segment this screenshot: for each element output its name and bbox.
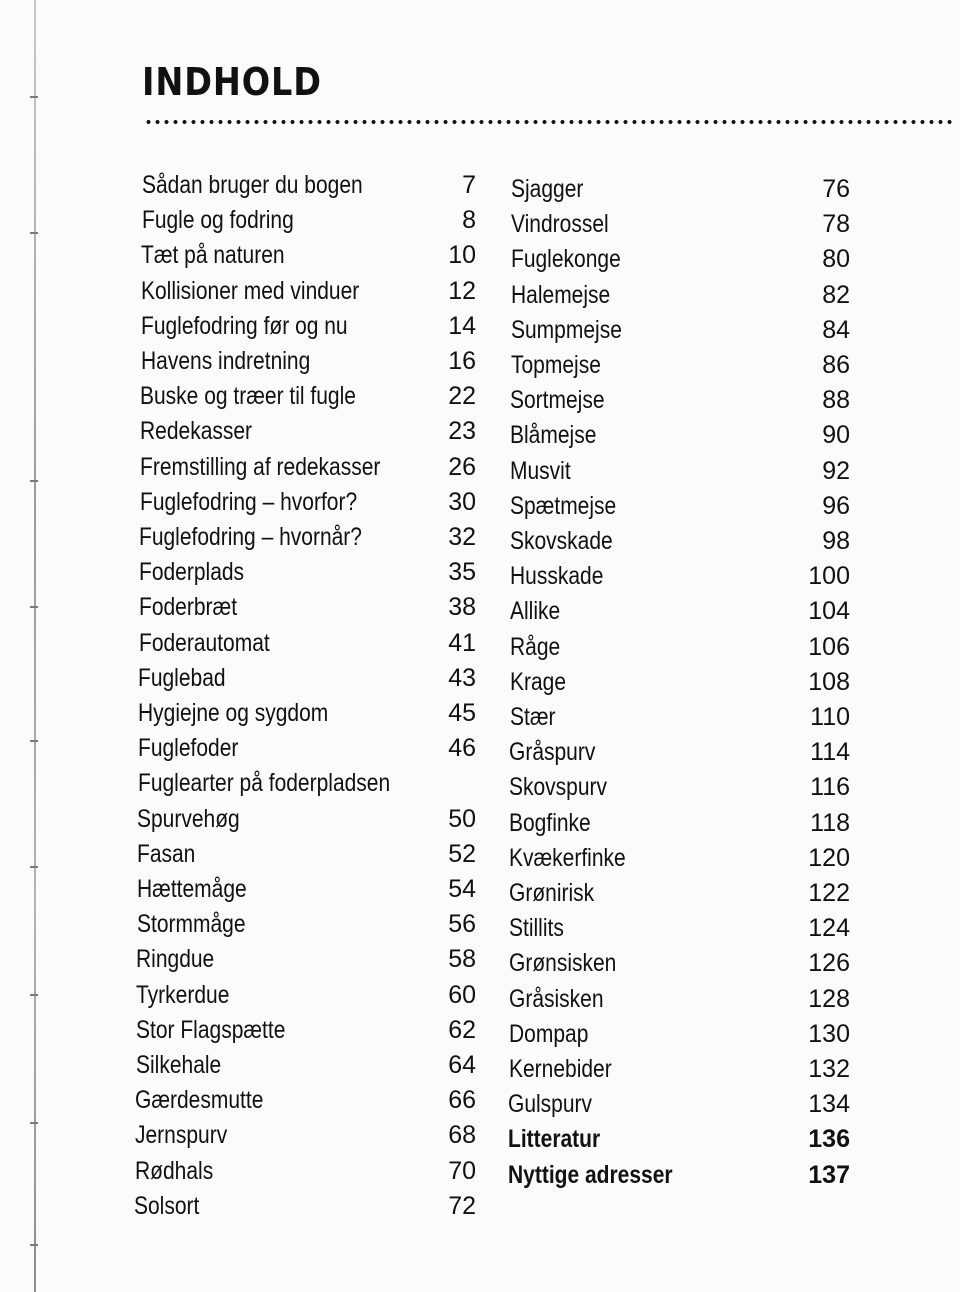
toc-entry-page-number: 114	[810, 738, 850, 767]
toc-entry-page-number: 84	[822, 315, 850, 344]
toc-entry-title: Topmejse	[510, 351, 601, 379]
toc-entry-title: Foderbræt	[138, 593, 237, 622]
toc-entry-title: Ringdue	[136, 945, 215, 974]
toc-entry-title: Foderautomat	[138, 628, 270, 657]
toc-entry-title: Fuglefodring – hvornår?	[139, 523, 363, 551]
toc-entry-title: Blåmejse	[510, 421, 597, 450]
toc-entry-title: Sumpmejse	[510, 315, 622, 344]
toc-entry-page-number: 110	[810, 703, 850, 731]
toc-entry-page-number: 43	[448, 663, 476, 692]
toc-entry-page-number: 46	[448, 734, 476, 763]
toc-entry-title: Sortmejse	[510, 386, 605, 415]
toc-entry-title: Fremstilling af redekasser	[139, 452, 381, 481]
toc-entry-page-number: 104	[808, 597, 850, 626]
toc-entry-page-number: 130	[808, 1019, 850, 1048]
toc-entry-page-number: 12	[448, 276, 476, 305]
toc-entry-page-number: 124	[808, 914, 850, 943]
toc-entry-page-number: 120	[808, 843, 850, 872]
toc-entry-page-number: 38	[448, 593, 476, 622]
toc-entry-title: Kollisioner med vinduer	[141, 276, 360, 305]
toc-entry-page-number: 58	[448, 945, 476, 974]
toc-entry-title: Skovspurv	[509, 773, 608, 802]
toc-entry-page-number: 100	[808, 562, 850, 591]
toc-entry-title: Litteratur	[508, 1125, 601, 1154]
toc-entry-title: Havens indretning	[140, 347, 310, 375]
toc-entry-title: Foderplads	[139, 558, 245, 587]
toc-entry-page-number: 45	[448, 699, 476, 727]
toc-entry-page-number: 82	[822, 280, 850, 309]
spine-mark	[30, 232, 38, 234]
toc-entry-page-number: 98	[822, 527, 850, 555]
toc-entry-title: Gråspurv	[509, 738, 596, 767]
toc-entry-page-number: 60	[448, 980, 476, 1009]
toc-entry-title: Bogfinke	[509, 808, 591, 837]
toc-entry-title: Grønsisken	[508, 949, 617, 978]
toc-entry-title: Halemejse	[510, 280, 610, 309]
toc-entry-page-number: 22	[448, 382, 476, 411]
toc-entry-page-number: 134	[808, 1090, 850, 1119]
toc-entry-page-number: 128	[808, 984, 850, 1013]
toc-entry-page-number: 8	[462, 206, 476, 235]
toc-entry-page-number: 26	[448, 452, 476, 481]
toc-entry-page-number: 54	[448, 875, 476, 903]
toc-entry-title: Skovskade	[510, 527, 613, 555]
toc-entry-title: Dompap	[508, 1019, 588, 1048]
toc-entry-page-number: 76	[822, 175, 850, 203]
spine-mark	[30, 606, 38, 608]
toc-entry-page-number: 10	[448, 241, 476, 270]
toc-entry-page-number: 35	[448, 558, 476, 587]
toc-entry-title: Fuglefoder	[137, 734, 239, 763]
spine-mark	[30, 1122, 38, 1124]
toc-entry-title: Krage	[509, 667, 566, 696]
toc-entry-page-number: 68	[448, 1121, 476, 1150]
toc-entry-title: Stær	[509, 703, 556, 731]
toc-entry-page-number: 52	[448, 839, 476, 868]
toc-entry-page-number: 126	[808, 949, 850, 978]
toc-entry-title: Kernebider	[508, 1055, 612, 1083]
toc-entry-title: Sådan bruger du bogen	[142, 171, 363, 199]
toc-entry-page-number: 88	[822, 386, 850, 415]
toc-entry-page-number: 16	[448, 347, 476, 375]
toc-entry-title: Fuglefodring før og nu	[140, 311, 348, 340]
toc-entry-page-number: 30	[448, 487, 476, 516]
toc-entry-title: Fuglebad	[138, 663, 226, 692]
toc-entry-title: Tyrkerdue	[136, 980, 230, 1009]
toc-entry-title: Råge	[509, 632, 560, 661]
toc-entry-title: Vindrossel	[510, 210, 609, 239]
toc-entry-page-number: 122	[808, 879, 850, 907]
toc-entry-title: Kvækerfinke	[509, 843, 626, 872]
toc-entry-page-number: 106	[808, 632, 850, 661]
toc-entry-title: Allike	[509, 597, 560, 626]
spine-mark	[30, 994, 38, 996]
toc-entry-page-number: 118	[810, 808, 850, 837]
toc-entry-page-number: 64	[448, 1051, 476, 1079]
toc-entry-title: Spætmejse	[510, 491, 617, 520]
toc-entry-page-number: 56	[448, 910, 476, 939]
toc-entry-title: Solsort	[134, 1191, 200, 1220]
toc-entry-title: Buske og træer til fugle	[140, 382, 357, 411]
toc-entry-title: Tæt på naturen	[141, 241, 286, 270]
toc-entry-title: Fuglefodring – hvorfor?	[139, 487, 357, 516]
toc-entry-title: Gulspurv	[508, 1090, 593, 1119]
toc-entry-page-number: 32	[448, 523, 476, 551]
toc-entry-title: Fuglearter på foderpladsen	[137, 769, 390, 798]
toc-entry-title: Sjagger	[511, 175, 584, 203]
toc-entry-page-number: 50	[448, 804, 476, 833]
toc-entry-title: Redekasser	[140, 417, 253, 446]
toc-entry-page-number: 116	[810, 773, 850, 802]
toc-entry-page-number: 23	[448, 417, 476, 446]
toc-entry-page-number: 14	[448, 311, 476, 340]
toc-entry-page-number: 90	[822, 421, 850, 450]
toc-entry-title: Fasan	[137, 839, 196, 868]
toc-entry-title: Nyttige adresser	[508, 1160, 673, 1189]
spine-mark	[30, 96, 38, 98]
toc-entry-page-number: 132	[808, 1055, 850, 1083]
toc-entry-title: Silkehale	[135, 1051, 221, 1079]
title-dotted-rule	[144, 118, 956, 126]
toc-entry-title: Hættemåge	[136, 875, 247, 903]
toc-entry-page-number: 108	[808, 667, 850, 696]
toc-entry-title: Hygiejne og sygdom	[138, 699, 329, 727]
toc-entry-title: Grønirisk	[509, 879, 595, 907]
toc-entry-page-number: 86	[822, 351, 850, 379]
toc-entry-title: Fuglekonge	[510, 245, 621, 274]
toc-entry-page-number: 70	[448, 1156, 476, 1185]
toc-entry-page-number: 62	[448, 1015, 476, 1044]
toc-entry-title: Spurvehøg	[137, 804, 241, 833]
toc-entry-title: Stor Flagspætte	[135, 1015, 286, 1044]
toc-entry-title: Gærdesmutte	[135, 1086, 264, 1115]
toc-entry-page-number: 72	[448, 1191, 476, 1220]
page-title: INDHOLD	[142, 60, 322, 104]
toc-entry-page-number: 137	[808, 1160, 850, 1189]
spine-mark	[30, 480, 38, 482]
toc-entry-page-number: 80	[822, 245, 850, 274]
toc-entry-title: Jernspurv	[134, 1121, 228, 1150]
toc-entry-title: Musvit	[510, 456, 571, 485]
toc-entry-page-number: 136	[808, 1125, 850, 1154]
toc-entry-title: Stormmåge	[136, 910, 246, 939]
spine-mark	[30, 866, 38, 868]
toc-entry-page-number: 96	[822, 491, 850, 520]
toc-entry-page-number: 66	[448, 1086, 476, 1115]
toc-entry-title: Fugle og fodring	[141, 206, 294, 235]
toc-entry-title: Husskade	[509, 562, 604, 591]
toc-entry-title: Stillits	[508, 914, 564, 943]
spine-mark	[30, 740, 38, 742]
spine-mark	[30, 1244, 38, 1246]
toc-entry-page-number: 78	[822, 210, 850, 239]
toc-entry-page-number: 7	[462, 171, 476, 199]
toc-entry-page-number: 41	[448, 628, 476, 657]
toc-entry-title: Gråsisken	[508, 984, 604, 1013]
toc-entry-title: Rødhals	[134, 1156, 213, 1185]
book-spine-edge	[34, 0, 36, 1292]
toc-entry-page-number: 92	[822, 456, 850, 485]
